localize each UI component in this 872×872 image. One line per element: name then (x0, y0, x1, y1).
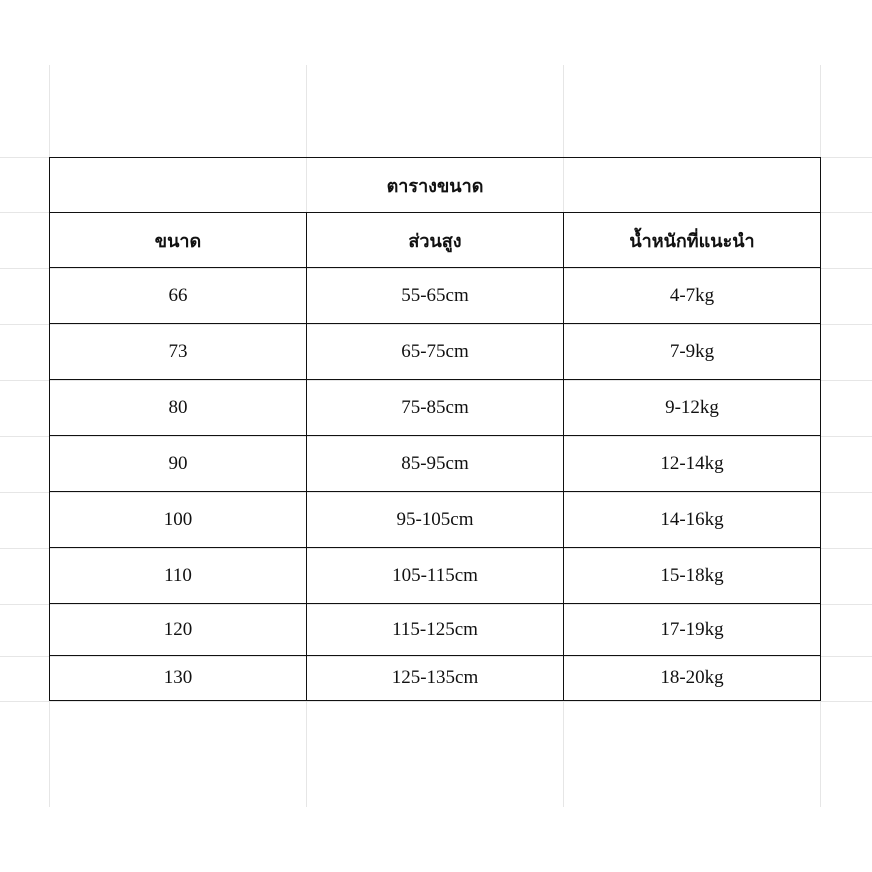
cell-size: 110 (50, 548, 307, 604)
cell-size: 120 (50, 604, 307, 656)
cell-height: 85-95cm (307, 436, 564, 492)
cell-weight: 4-7kg (564, 268, 821, 324)
cell-height: 75-85cm (307, 380, 564, 436)
table-row (50, 268, 821, 324)
header-height: ส่วนสูง (307, 213, 564, 268)
cell-weight: 7-9kg (564, 324, 821, 380)
table-row (50, 492, 821, 548)
grid-line-horizontal (0, 701, 872, 702)
table-row (50, 548, 821, 604)
cell-size: 73 (50, 324, 307, 380)
cell-height: 95-105cm (307, 492, 564, 548)
table-title-row (50, 158, 821, 213)
cell-weight: 15-18kg (564, 548, 821, 604)
cell-weight: 14-16kg (564, 492, 821, 548)
table-header-row (50, 213, 821, 268)
cell-size: 130 (50, 656, 307, 701)
header-size: ขนาด (50, 213, 307, 268)
table-row (50, 604, 821, 656)
table-title: ตารางขนาด (50, 158, 821, 213)
cell-size: 66 (50, 268, 307, 324)
cell-weight: 12-14kg (564, 436, 821, 492)
cell-size: 80 (50, 380, 307, 436)
cell-size: 90 (50, 436, 307, 492)
size-chart-table (49, 157, 821, 701)
header-weight: น้ำหนักที่แนะนำ (564, 213, 821, 268)
cell-height: 65-75cm (307, 324, 564, 380)
table-row (50, 324, 821, 380)
cell-weight: 9-12kg (564, 380, 821, 436)
table-row (50, 436, 821, 492)
table-row (50, 656, 821, 701)
table-row (50, 380, 821, 436)
cell-height: 125-135cm (307, 656, 564, 701)
cell-weight: 17-19kg (564, 604, 821, 656)
cell-size: 100 (50, 492, 307, 548)
cell-height: 105-115cm (307, 548, 564, 604)
cell-height: 115-125cm (307, 604, 564, 656)
cell-weight: 18-20kg (564, 656, 821, 701)
cell-height: 55-65cm (307, 268, 564, 324)
